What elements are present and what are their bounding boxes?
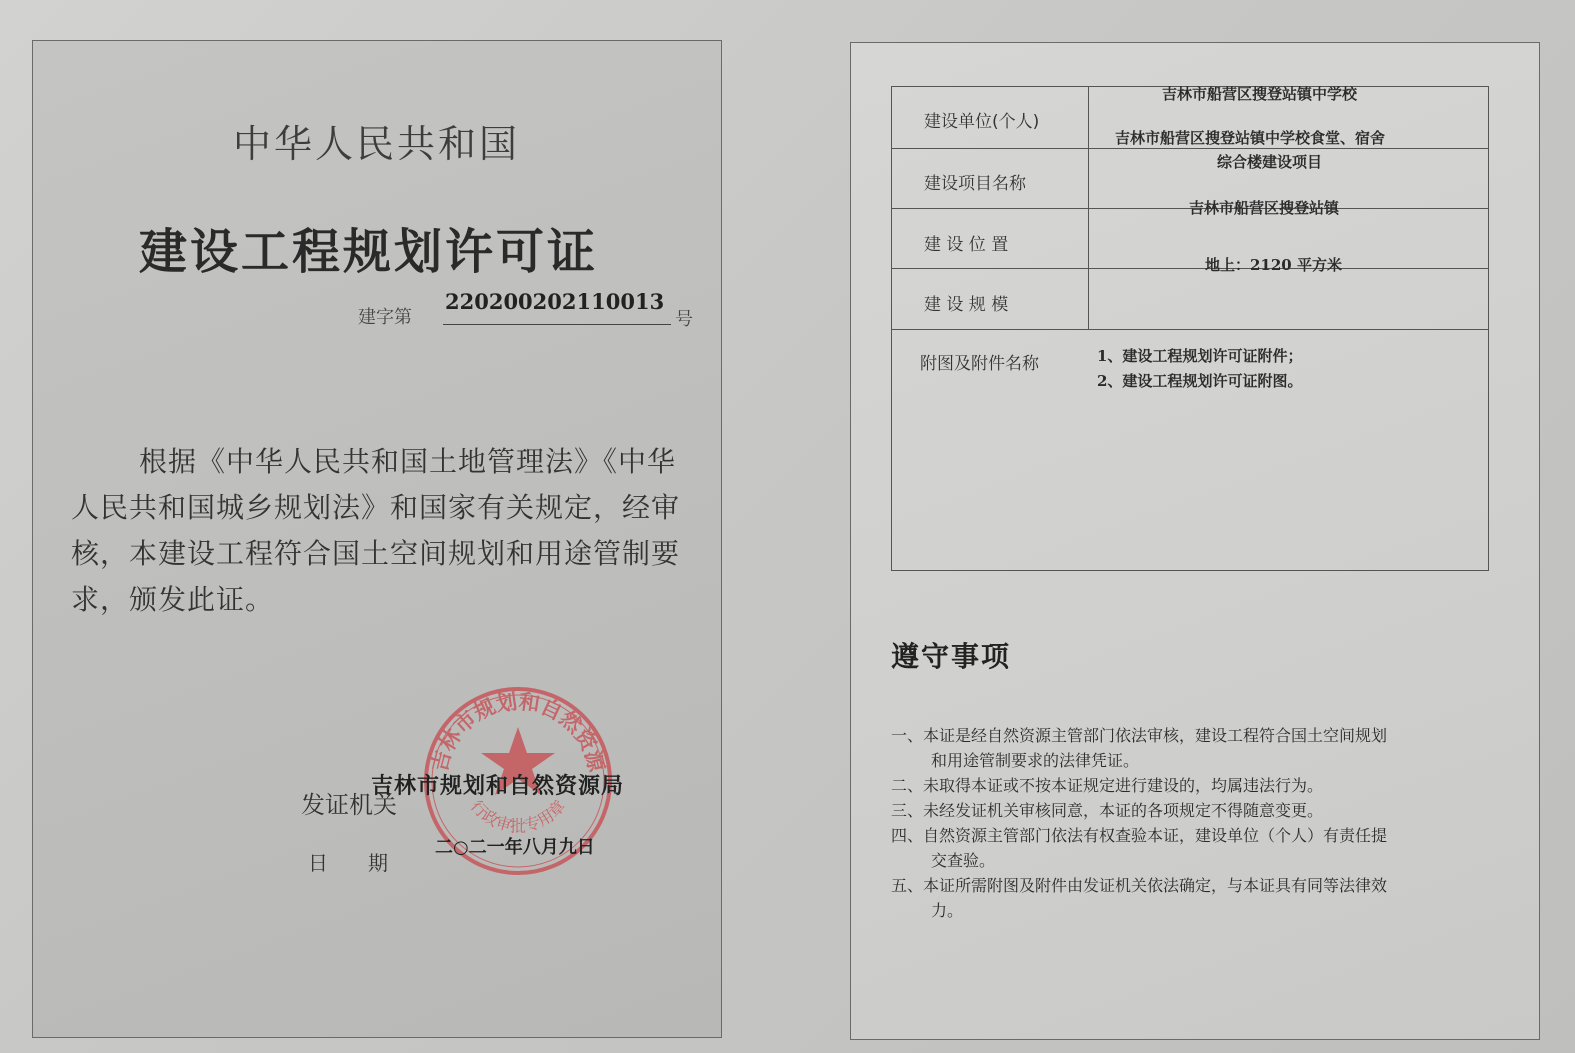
seal-top-text: 吉林市规划和自然资源 bbox=[426, 688, 610, 775]
rule-line: 四、自然资源主管部门依法有权查验本证，建设单位（个人）有责任提 bbox=[891, 826, 1388, 845]
unit-value: 吉林市船营区搜登站镇中学校 bbox=[1162, 85, 1358, 103]
seal-bottom-text: 行政审批专用章 bbox=[466, 796, 570, 836]
rules-title: 遵守事项 bbox=[891, 640, 1012, 673]
unit-label: 建设单位(个人) bbox=[924, 112, 1040, 132]
rule-line: 交查验。 bbox=[931, 851, 996, 870]
rule-line: 一、本证是经自然资源主管部门依法审核，建设工程符合国土空间规划 bbox=[891, 726, 1388, 745]
project-value-line2: 综合楼建设项目 bbox=[1217, 153, 1323, 171]
rule-line: 力。 bbox=[931, 901, 964, 920]
legal-basis-text: 根据《中华人民共和国土地管理法》《中华人民共和国城乡规划法》和国家有关规定，经审核，本建设工程符合国土空间规划和用途管制要求，颁发此证。 bbox=[71, 445, 681, 616]
issuer-name: 吉林市规划和自然资源局 bbox=[371, 774, 625, 799]
location-value: 吉林市船营区搜登站镇 bbox=[1189, 199, 1340, 217]
attachment-item: 2、建设工程规划许可证附图。 bbox=[1097, 372, 1303, 390]
certificate-details-page bbox=[850, 42, 1540, 1040]
table-row-divider bbox=[892, 268, 1488, 269]
rule-line: 五、本证所需附图及附件由发证机关依法确定，与本证具有同等法律效 bbox=[891, 876, 1388, 895]
attachment-item: 1、建设工程规划许可证附件； bbox=[1097, 347, 1303, 365]
rule-line: 和用途管制要求的法律凭证。 bbox=[931, 751, 1140, 770]
issue-date: 二○二一年八月九日 bbox=[435, 837, 595, 858]
project-value-line1: 吉林市船营区搜登站镇中学校食堂、宿舍 bbox=[1115, 129, 1386, 147]
table-row-divider bbox=[892, 148, 1488, 149]
project-info-table bbox=[891, 86, 1489, 571]
issuer-label: 发证机关 bbox=[301, 791, 397, 819]
table-row-divider bbox=[892, 329, 1488, 330]
number-underline bbox=[443, 324, 671, 325]
scale-value: 地上：2120 平方米 bbox=[1205, 256, 1342, 274]
number-prefix: 建字第 bbox=[358, 307, 412, 328]
project-label: 建设项目名称 bbox=[924, 174, 1026, 194]
certificate-cover-page bbox=[32, 40, 722, 1038]
attachments-label: 附图及附件名称 bbox=[920, 354, 1039, 374]
scale-label: 建 设 规 模 bbox=[924, 295, 1009, 315]
location-label: 建 设 位 置 bbox=[924, 235, 1009, 255]
country-name: 中华人民共和国 bbox=[233, 122, 521, 166]
certificate-title: 建设工程规划许可证 bbox=[139, 224, 599, 280]
rule-line: 二、未取得本证或不按本证规定进行建设的，均属违法行为。 bbox=[891, 776, 1324, 795]
number-suffix: 号 bbox=[675, 309, 693, 330]
rule-line: 三、未经发证机关审核同意，本证的各项规定不得随意变更。 bbox=[891, 801, 1324, 820]
date-label: 日 期 bbox=[308, 851, 388, 875]
certificate-number: 220200202110013 bbox=[445, 289, 665, 314]
